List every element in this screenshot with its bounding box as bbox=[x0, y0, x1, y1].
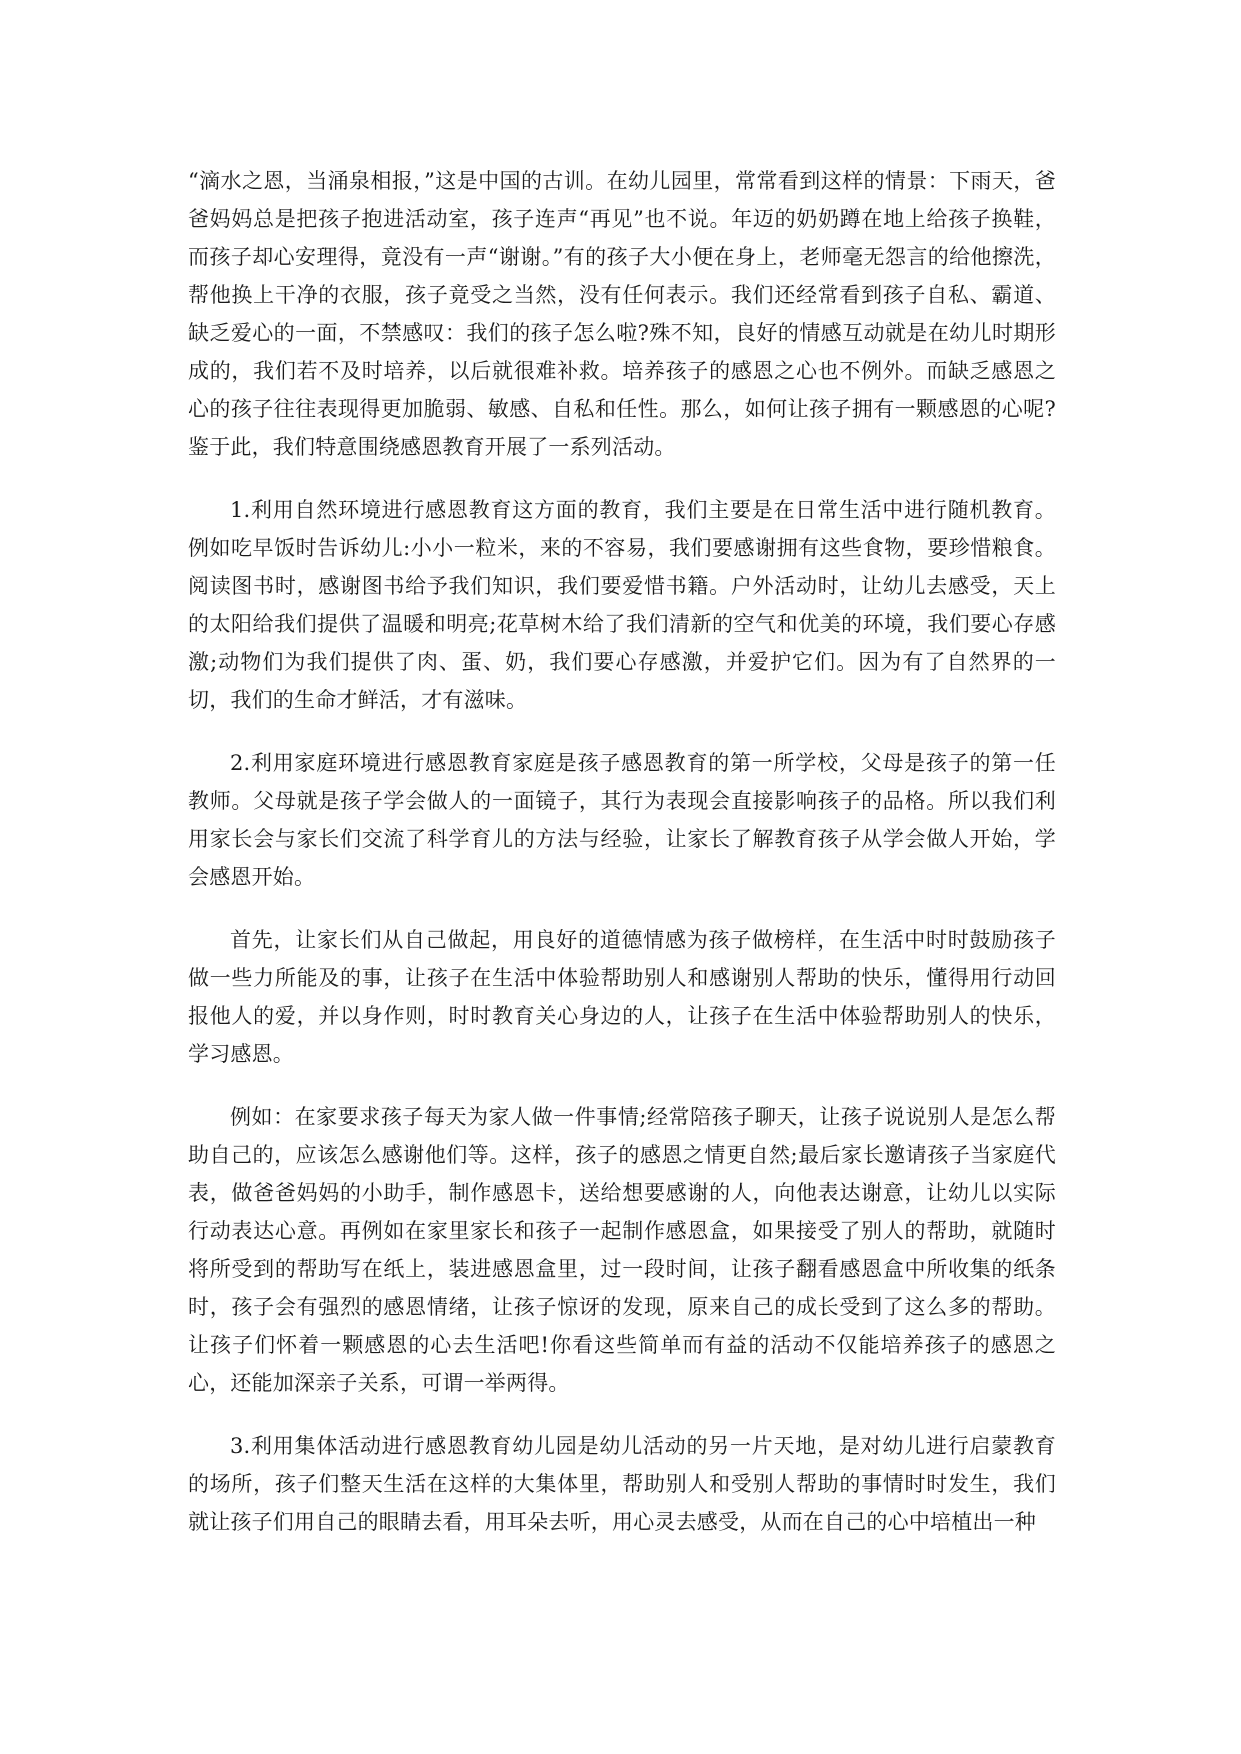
paragraph-nature-education: 1.利用自然环境进行感恩教育这方面的教育，我们主要是在日常生活中进行随机教育。例如吃早饭时告诉幼儿:小小一粒米，来的不容易，我们要感谢拥有这些食物，要珍惜粮食。阅读图书时，感谢图书给予我们知识，我们要爱惜书籍。户外活动时，让幼儿去感受，天上的太阳给我们提供了温暖和明亮;花草树木给了我们清新的空气和优美的环境，我们要心存感激;动物们为我们提供了肉、蛋、奶，我们要心存感激，并爱护它们。因为有了自然界的一切，我们的生命才鲜活，才有滋味。 bbox=[188, 498, 1056, 712]
document-page bbox=[188, 162, 1056, 1566]
paragraph-group-activities: 3.利用集体活动进行感恩教育幼儿园是幼儿活动的另一片天地，是对幼儿进行启蒙教育的场所，孩子们整天生活在这样的大集体里，帮助别人和受别人帮助的事情时时发生，我们就让孩子们用自己的眼睛去看，用耳朵去听，用心灵去感受，从而在自己的心中培植出一种 bbox=[188, 1434, 1056, 1534]
paragraph-family-education: 2.利用家庭环境进行感恩教育家庭是孩子感恩教育的第一所学校，父母是孩子的第一任教师。父母就是孩子学会做人的一面镜子，其行为表现会直接影响孩子的品格。所以我们利用家长会与家长们交流了科学育儿的方法与经验，让家长了解教育孩子从学会做人开始，学会感恩开始。 bbox=[188, 751, 1056, 889]
paragraph-parents-example: 首先，让家长们从自己做起，用良好的道德情感为孩子做榜样，在生活中时时鼓励孩子做一些力所能及的事，让孩子在生活中体验帮助别人和感谢别人帮助的快乐，懂得用行动回报他人的爱，并以身作则，时时教育关心身边的人，让孩子在生活中体验帮助别人的快乐，学习感恩。 bbox=[188, 928, 1056, 1066]
paragraph-intro: “滴水之恩，当涌泉相报，”这是中国的古训。在幼儿园里，常常看到这样的情景：下雨天，爸爸妈妈总是把孩子抱进活动室，孩子连声“再见”也不说。年迈的奶奶蹲在地上给孩子换鞋，而孩子却心安理得，竟没有一声“谢谢。”有的孩子大小便在身上，老师毫无怨言的给他擦洗，帮他换上干净的衣服，孩子竟受之当然，没有任何表示。我们还经常看到孩子自私、霸道、缺乏爱心的一面，不禁感叹：我们的孩子怎么啦?殊不知，良好的情感互动就是在幼儿时期形成的，我们若不及时培养，以后就很难补救。培养孩子的感恩之心也不例外。而缺乏感恩之心的孩子往往表现得更加脆弱、敏感、自私和任性。那么，如何让孩子拥有一颗感恩的心呢?鉴于此，我们特意围绕感恩教育开展了一系列活动。 bbox=[188, 169, 1056, 459]
paragraph-home-activities: 例如：在家要求孩子每天为家人做一件事情;经常陪孩子聊天，让孩子说说别人是怎么帮助自己的，应该怎么感谢他们等。这样，孩子的感恩之情更自然;最后家长邀请孩子当家庭代表，做爸爸妈妈的小助手，制作感恩卡，送给想要感谢的人，向他表达谢意，让幼儿以实际行动表达心意。再例如在家里家长和孩子一起制作感恩盒，如果接受了别人的帮助，就随时将所受到的帮助写在纸上，装进感恩盒里，过一段时间，让孩子翻看感恩盒中所收集的纸条时，孩子会有强烈的感恩情绪，让孩子惊讶的发现，原来自己的成长受到了这么多的帮助。让孩子们怀着一颗感恩的心去生活吧!你看这些简单而有益的活动不仅能培养孩子的感恩之心，还能加深亲子关系，可谓一举两得。 bbox=[188, 1105, 1056, 1395]
